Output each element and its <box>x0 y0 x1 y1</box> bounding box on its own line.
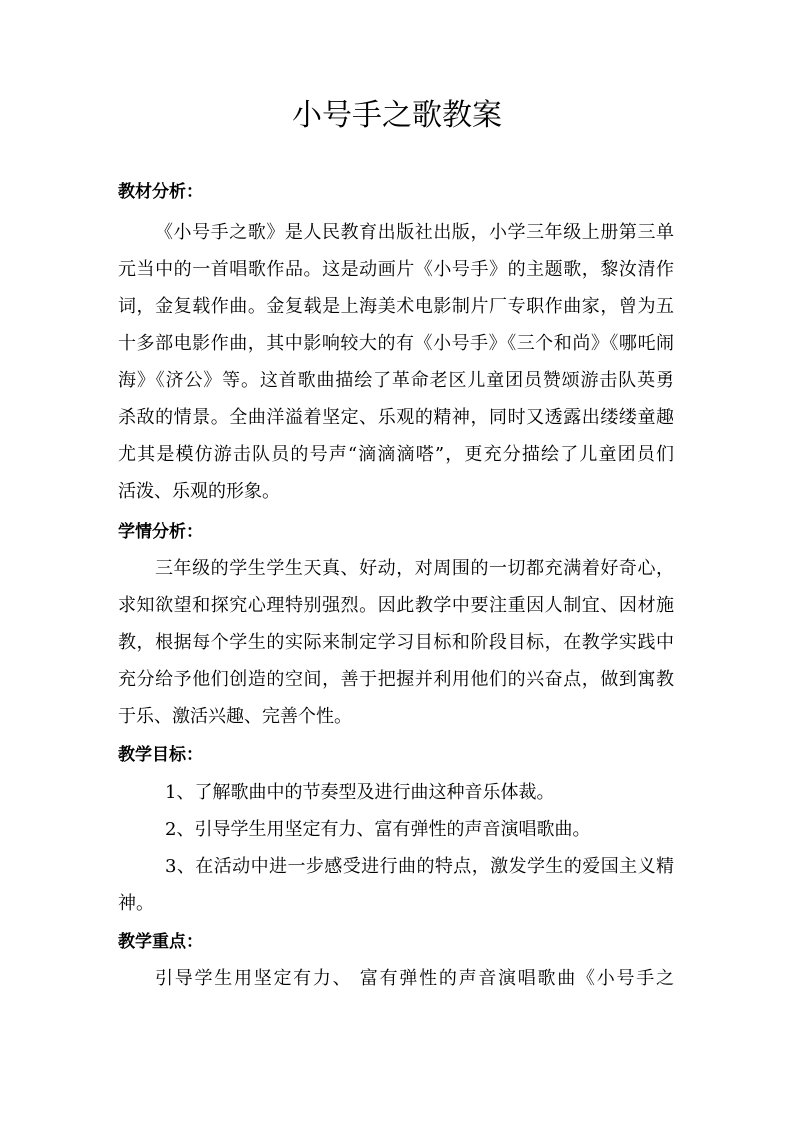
goal-item: 1、了解歌曲中的节奏型及进行曲这种音乐体裁。 <box>165 782 555 803</box>
paragraph-line: 于乐、激活兴趣、完善个性。 <box>118 706 352 727</box>
goal-item: 2、引导学生用坚定有力、富有弹性的声音演唱歌曲。 <box>165 819 591 840</box>
paragraph-line: 尤其是模仿游击队员的号声“滴滴滴嗒”，更充分描绘了儿童团员们 <box>118 444 674 465</box>
goal-item: 3、在活动中进一步感受进行曲的特点，激发学生的爱国主义精 <box>165 856 674 877</box>
heading-student-analysis: 学情分析： <box>118 522 203 542</box>
goal-item-continuation: 神。 <box>118 893 154 914</box>
paragraph-line: 词，金复载作曲。金复载是上海美术电影制片厂专职作曲家，曾为五 <box>118 296 674 317</box>
paragraph-line: 三年级的学生学生天真、好动，对周围的一切都充满着好奇心， <box>155 558 674 579</box>
paragraph-line: 充分给予他们创造的空间，善于把握并利用他们的兴奋点，做到寓教 <box>118 669 674 690</box>
paragraph-line: 海》《济公》等。这首歌曲描绘了革命老区儿童团员赞颂游击队英勇 <box>118 370 674 391</box>
paragraph-line: 引导学生用坚定有力、 富有弹性的声音演唱歌曲《小号手之 <box>155 968 674 989</box>
heading-teaching-goals: 教学目标： <box>118 745 203 765</box>
paragraph-line: 教，根据每个学生的实际来制定学习目标和阶段目标，在教学实践中 <box>118 632 674 653</box>
paragraph-line: 元当中的一首唱歌作品。这是动画片《小号手》的主题歌，黎汝清作 <box>118 259 674 280</box>
paragraph-line: 十多部电影作曲，其中影响较大的有《小号手》《三个和尚》《哪吒闹 <box>118 333 674 354</box>
heading-materials-analysis: 教材分析： <box>118 182 203 202</box>
paragraph-line: 求知欲望和探究心理特别强烈。因此教学中要注重因人制宜、因材施 <box>118 595 674 616</box>
paragraph-line: 活泼、乐观的形象。 <box>118 481 280 502</box>
paragraph-line: 杀敌的情景。全曲洋溢着坚定、乐观的精神，同时又透露出缕缕童趣 <box>118 407 674 428</box>
document-title: 小号手之歌教案 <box>292 98 502 133</box>
heading-teaching-focus: 教学重点： <box>118 932 203 952</box>
paragraph-line: 《小号手之歌》是人民教育出版社出版，小学三年级上册第三单 <box>155 222 674 243</box>
